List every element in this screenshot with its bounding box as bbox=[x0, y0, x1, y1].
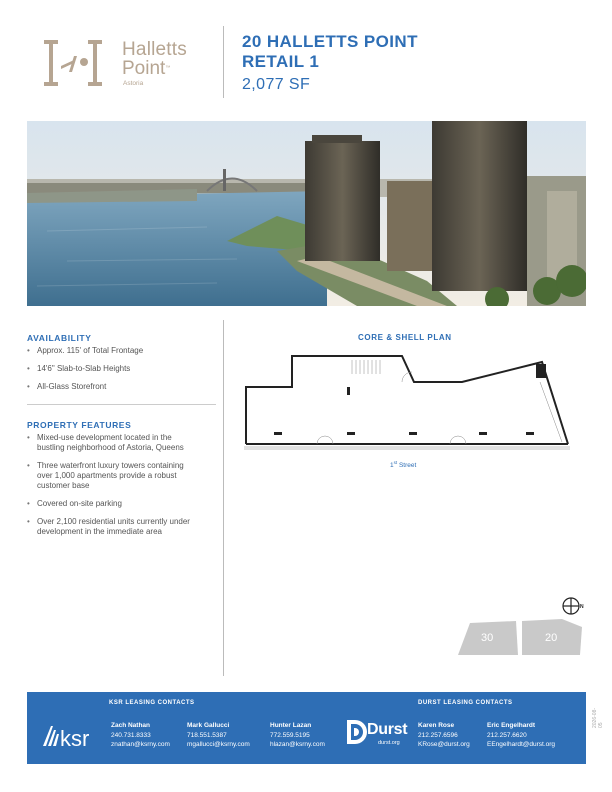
durst-wordmark: Durst bbox=[367, 721, 408, 738]
contact-footer bbox=[27, 692, 586, 764]
page-title: 20 HALLETTS POINT bbox=[242, 32, 418, 51]
compass-icon bbox=[561, 596, 585, 616]
contact-card bbox=[270, 721, 325, 750]
plan-title: CORE & SHELL PLAN bbox=[358, 333, 452, 342]
durst-contacts-heading: DURST LEASING CONTACTS bbox=[418, 700, 513, 706]
street-label: 1st Street bbox=[390, 460, 417, 470]
site-key-map bbox=[456, 617, 586, 659]
contact-card bbox=[418, 721, 470, 750]
contact-phone[interactable]: 212.257.6596 bbox=[418, 731, 458, 739]
list-item: • Covered on-site parking bbox=[27, 499, 199, 509]
durst-url[interactable]: durst.org bbox=[378, 740, 400, 746]
floor-plan bbox=[244, 352, 579, 452]
brand-line-3: Astoria bbox=[123, 80, 144, 87]
contact-card bbox=[487, 721, 555, 750]
halletts-point-logo bbox=[44, 40, 204, 92]
durst-logo-mark-icon bbox=[345, 718, 367, 746]
features-heading: PROPERTY FEATURES bbox=[27, 420, 132, 430]
square-footage: 2,077 SF bbox=[242, 76, 311, 93]
contact-name: Karen Rose bbox=[418, 722, 455, 729]
contact-name: Eric Engelhardt bbox=[487, 722, 536, 729]
contact-name: Hunter Lazan bbox=[270, 722, 312, 729]
aerial-photo bbox=[27, 121, 586, 306]
column-divider bbox=[223, 320, 224, 676]
section-divider bbox=[27, 404, 216, 405]
contact-email[interactable]: EEngelhardt@durst.org bbox=[487, 741, 556, 748]
ksr-contacts-heading: KSR LEASING CONTACTS bbox=[109, 700, 195, 706]
contact-email[interactable]: mgallucci@ksrny.com bbox=[187, 741, 250, 748]
document-code: 2026-08-05 bbox=[592, 707, 604, 728]
brand-line-2: Point™ bbox=[122, 58, 171, 79]
contact-card bbox=[187, 721, 250, 750]
ksr-logo bbox=[41, 722, 103, 752]
contact-email[interactable]: hlazan@ksrny.com bbox=[270, 741, 325, 748]
contact-phone[interactable]: 718.551.5387 bbox=[187, 731, 227, 739]
contact-phone[interactable]: 212.257.6620 bbox=[487, 731, 527, 739]
list-item: • All-Glass Storefront bbox=[27, 382, 207, 392]
contact-name: Mark Gallucci bbox=[187, 722, 230, 729]
ksr-wordmark: ksr bbox=[60, 726, 90, 751]
availability-heading: AVAILABILITY bbox=[27, 333, 92, 343]
list-item: • Mixed-use development located in the bustling neighborhood of Astoria, Queens bbox=[27, 433, 199, 453]
list-item: • Approx. 115' of Total Frontage bbox=[27, 346, 207, 356]
contact-card bbox=[111, 721, 170, 750]
building-20-label: 20 bbox=[545, 632, 558, 644]
list-item: • 14'6" Slab-to-Slab Heights bbox=[27, 364, 207, 374]
halletts-logo-mark-icon bbox=[44, 40, 106, 86]
building-30-label: 30 bbox=[481, 632, 494, 644]
header-divider bbox=[223, 26, 224, 98]
compass-label: N bbox=[580, 604, 584, 610]
brand-line-1: Halletts bbox=[122, 39, 187, 60]
contact-phone[interactable]: 772.559.5195 bbox=[270, 731, 310, 739]
contact-email[interactable]: znathan@ksrny.com bbox=[111, 741, 170, 748]
contact-phone[interactable]: 240.731.8333 bbox=[111, 731, 151, 739]
page-subtitle: RETAIL 1 bbox=[242, 52, 320, 71]
list-item: • Three waterfront luxury towers containing over 1,000 apartments provide a robust customer base bbox=[27, 461, 199, 491]
contact-name: Zach Nathan bbox=[111, 722, 151, 729]
contact-email[interactable]: KRose@durst.org bbox=[418, 741, 470, 748]
features-list bbox=[27, 433, 199, 545]
list-item: • Over 2,100 residential units currently under development in the immediate area bbox=[27, 517, 199, 537]
availability-list bbox=[27, 346, 207, 400]
